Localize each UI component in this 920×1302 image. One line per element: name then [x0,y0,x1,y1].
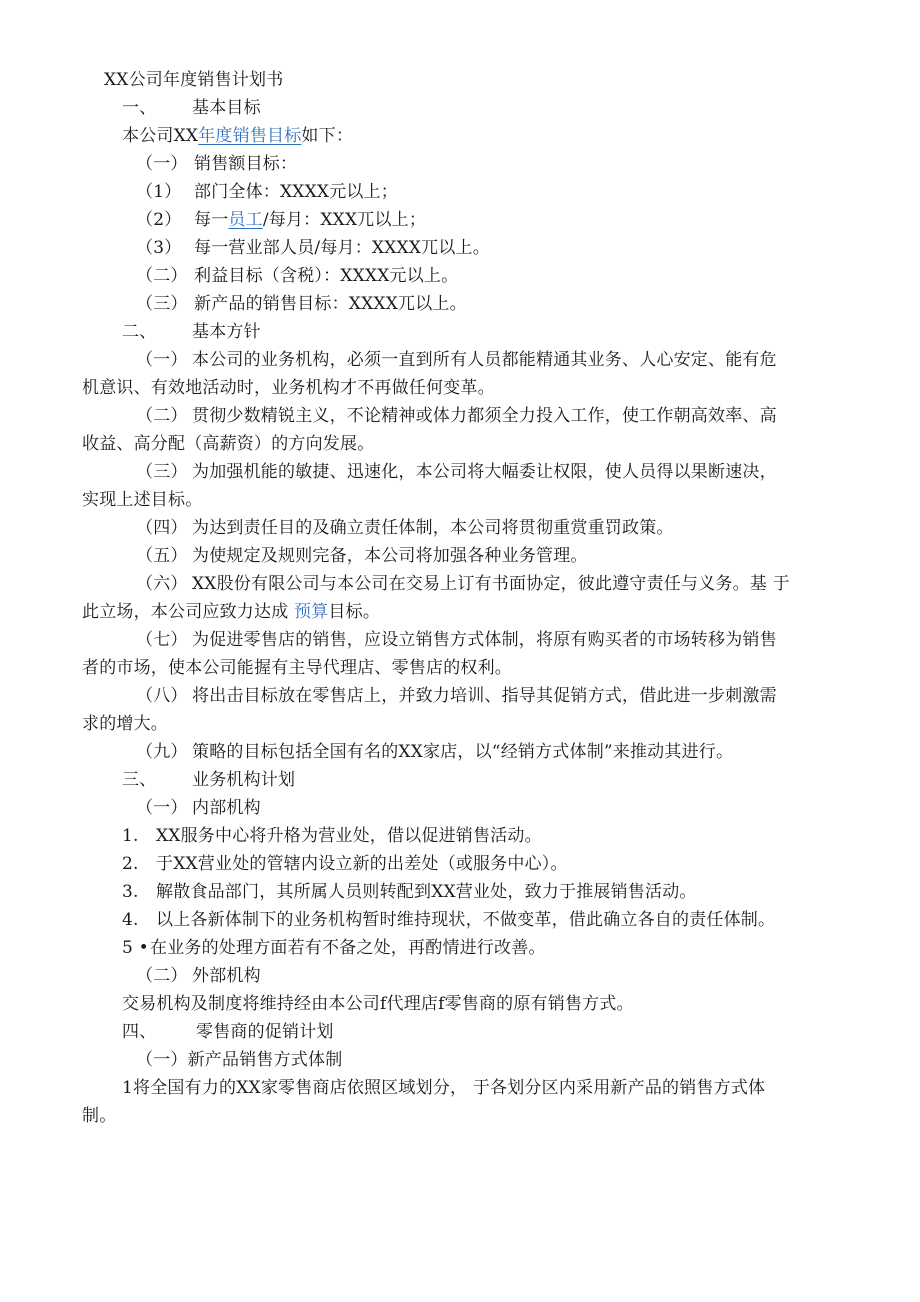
section-3-number: 三、 [122,770,157,790]
s1-subitem-2-after: /每月：XXX兀以上； [262,210,427,230]
s3-item-a-text: 内部机构 [192,798,261,818]
s1-subitem-2-before: 每一 [194,210,229,230]
s3-list-item-3-text: 解散食品部门，其所属人员则转配到XX营业处，致力于推展销售活动。 [156,882,697,902]
s3-list-item-1-text: XX服务中心将升格为营业处，借以促进销售活动。 [156,826,542,846]
s3-external-paragraph: 交易机构及制度将维持经由本公司f代理店f零售商的原有销售方式。 [122,994,634,1014]
section-2-heading [122,320,261,344]
s2-para-8-text: 将出击目标放在零售店上，并致力培训、指导其促销方式，借此进一步刺激需 [192,686,777,706]
section-2-number: 二、 [122,322,157,342]
s3-list-item-1-number: 1. [122,826,139,846]
section-4-number: 四、 [122,1022,157,1042]
s1-subitem-1-label: （1） [136,182,182,202]
s3-list-item-3 [122,880,697,904]
s2-para-3-line-2: 实现上述目标。 [82,490,203,510]
s3-list-item-2 [122,852,568,876]
annual-sales-target-link[interactable]: 年度销售目标 [198,126,302,146]
s1-item-b-text: 利益目标（含税）：XXXX元以上。 [194,266,459,286]
s3-list-item-2-text: 于XX营业处的管辖内设立新的出差处（或服务中心）。 [156,854,568,874]
s1-subitem-3 [136,236,490,260]
s2-para-6-text: XX股份有限公司与本公司在交易上订有书面协定，彼此遵守责任与义务。基 于 [192,574,790,594]
s1-subitem-3-text: 每一营业部人员/每月：XXXX兀以上。 [194,238,490,258]
s3-item-b-text: 外部机构 [192,966,261,986]
s2-para-1-line-2: 机意识、有效地活动时，业务机构才不再做任何变革。 [82,378,495,398]
s2-para-7-text: 为促进零售店的销售，应设立销售方式体制，将原有购买者的市场转移为销售 [192,630,777,650]
s2-para-7-label: （七） [136,630,188,650]
s2-para-8-label: （八） [136,686,188,706]
s1-subitem-3-label: （3） [136,238,182,258]
s2-para-2-text: 贯彻少数精锐主义，不论精神或体力都须全力投入工作，使工作朝高效率、高 [192,406,777,426]
s1-item-a-text: 销售额目标： [194,154,298,174]
s2-para-6-line-1 [136,572,790,596]
budget-link[interactable]: 预算 [294,602,329,622]
s3-list-item-4-number: 4. [122,910,139,930]
s3-list-item-4-text: 以上各新体制下的业务机构暂时维持现状，不做变革，借此确立各自的责任体制。 [156,910,776,930]
s4-paragraph-line-1: 1将全国有力的XX家零售商店依照区域划分， 于各划分区内采用新产品的销售方式体 [122,1078,766,1098]
intro-text-before: 本公司XX [122,126,199,146]
s2-para-9-label: （九） [136,742,188,762]
s1-item-a-label: （一） [136,154,188,174]
s2-para-1-text: 本公司的业务机构，必须一直到所有人员都能精通其业务、人心安定、能有危 [192,350,777,370]
section-1-number: 一、 [122,98,157,118]
s3-list-item-5-text: 在业务的处理方面若有不备之处，再酌情进行改善。 [150,938,546,958]
s2-para-2-label: （二） [136,406,188,426]
s2-para-7-line-1 [136,628,777,652]
s2-para-7-line-2: 者的市场，使本公司能握有主导代理店、零售店的权利。 [82,658,512,678]
s2-para-5 [136,544,588,568]
s2-para-1-label: （一） [136,350,188,370]
s2-para-6-label: （六） [136,574,188,594]
s1-item-a [136,152,297,176]
section-4-title: 零售商的促销计划 [196,1022,334,1042]
s1-item-b [136,264,458,288]
s3-list-item-2-number: 2. [122,854,139,874]
s4-item-a: （一）新产品销售方式体制 [136,1050,343,1070]
s2-para-1-line-1 [136,348,777,372]
s2-para-9-text: 策略的目标包括全国有名的XX家店，以“经销方式体制”来推动其进行。 [192,742,734,762]
s2-para-2-line-2: 收益、高分配（高薪资）的方向发展。 [82,434,375,454]
s2-para-8-line-1 [136,684,777,708]
s2-para-8-line-2: 求的增大。 [82,714,168,734]
s2-para-6-line-2-after: 目标。 [328,602,381,622]
doc-title: XX公司年度销售计划书 [104,70,284,90]
s3-item-a [136,796,261,820]
employee-link[interactable]: 员工 [228,210,263,230]
s1-item-c-text: 新产品的销售目标：XXXX兀以上。 [194,294,467,314]
section-2-title: 基本方针 [192,322,261,342]
s3-list-item-5-number: 5 • [122,938,149,958]
section-1-intro [122,124,353,148]
s1-subitem-1 [136,180,398,204]
s2-para-5-label: （五） [136,546,188,566]
s3-list-item-5 [122,936,546,960]
s1-item-c-label: （三） [136,294,188,314]
s2-para-4-text: 为达到责任目的及确立责任体制，本公司将贯彻重赏重罚政策。 [192,518,674,538]
s2-para-6-line-2-before: 此立场，本公司应致力达成 [82,602,295,622]
s2-para-6-line-2 [82,600,380,624]
s2-para-9 [136,740,733,764]
s2-para-4-label: （四） [136,518,188,538]
s3-list-item-4 [122,908,775,932]
s2-para-3-text: 为加强机能的敏捷、迅速化，本公司将大幅委让权限，使人员得以果断速决， [192,462,777,482]
s2-para-4 [136,516,674,540]
section-4-heading [122,1020,334,1044]
s2-para-3-line-1 [136,460,777,484]
s1-subitem-2 [136,208,426,232]
s2-para-2-line-1 [136,404,777,428]
s2-para-5-text: 为使规定及规则完备，本公司将加强各种业务管理。 [192,546,588,566]
s3-item-b-label: （二） [136,966,188,986]
s3-item-a-label: （一） [136,798,188,818]
section-1-heading [122,96,261,120]
s2-para-3-label: （三） [136,462,188,482]
intro-text-after: 如下： [301,126,354,146]
s1-item-c [136,292,467,316]
s1-subitem-1-text: 部门全体：XXXX元以上； [194,182,399,202]
s1-subitem-2-label: （2） [136,210,182,230]
s1-item-b-label: （二） [136,266,188,286]
s3-list-item-3-number: 3. [122,882,139,902]
section-1-title: 基本目标 [192,98,261,118]
s3-item-b [136,964,261,988]
section-3-heading [122,768,295,792]
s4-paragraph-line-2: 制。 [82,1106,117,1126]
section-3-title: 业务机构计划 [192,770,296,790]
s3-list-item-1 [122,824,542,848]
